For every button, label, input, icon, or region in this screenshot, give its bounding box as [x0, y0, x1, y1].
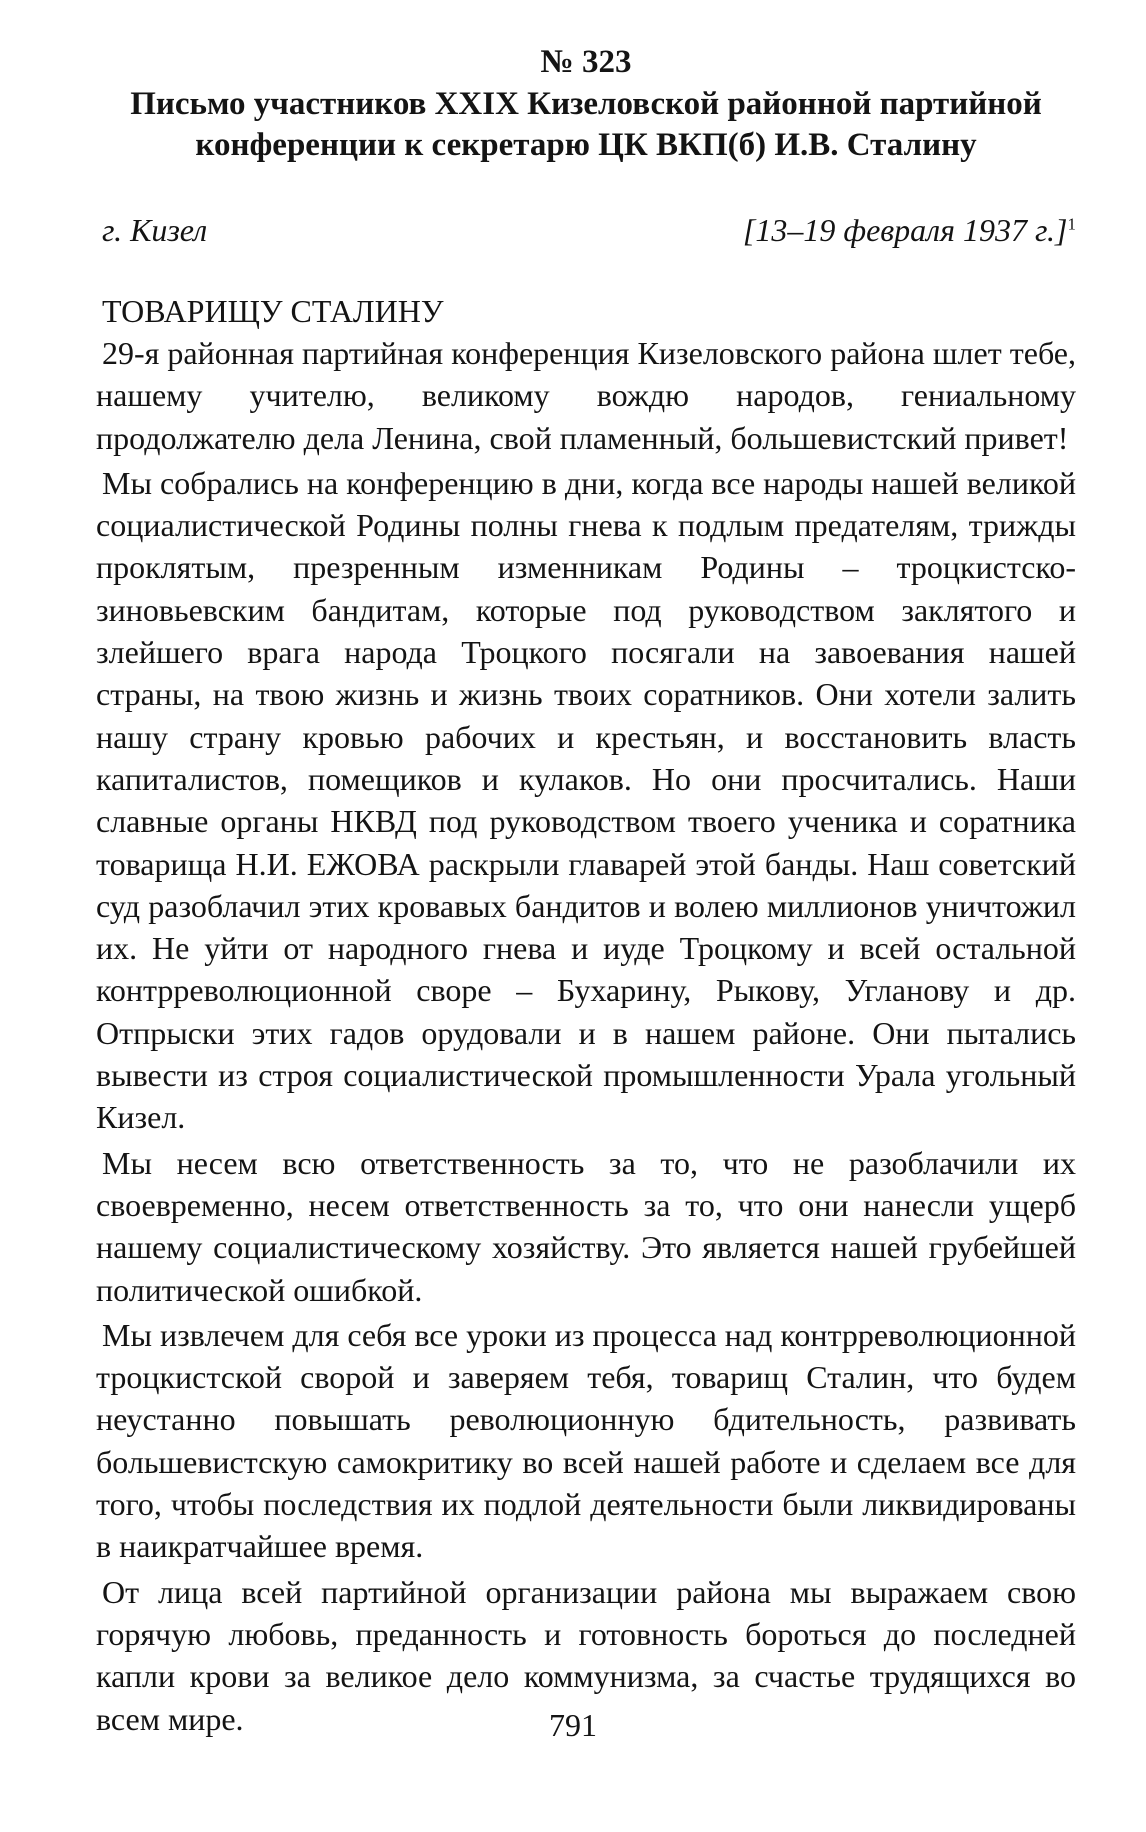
document-title — [96, 84, 1076, 166]
date-footnote-marker: 1 — [1067, 214, 1076, 234]
paragraph-5: От лица всей партийной организации района мы выражаем свою горячую любовь, преданность и готовность бороться до последней капли крови за великое дело коммунизма, за счастье трудящихся во всем мире. — [96, 1573, 1076, 1737]
document-meta — [96, 210, 1076, 250]
document-title-line-2: конференции к секретарю ЦК ВКП(б) И.В. Сталину — [195, 127, 977, 163]
salutation: ТОВАРИЩУ СТАЛИНУ — [102, 293, 444, 329]
page-number: 791 — [549, 1707, 597, 1743]
document-date: [13–19 февраля 1937 г.] — [742, 212, 1068, 248]
paragraph-3: Мы несем всю ответственность за то, что не разоблачили их своевременно, несем ответственность за то, что они нанесли ущерб нашему социалистическому хозяйству. Это является нашей грубейшей политической ошибкой. — [96, 1144, 1076, 1308]
document-date-wrap — [743, 210, 1076, 250]
document-page — [96, 42, 1076, 1743]
document-title-line-1: Письмо участников XXIX Кизеловской районной партийной — [130, 86, 1042, 122]
document-number: № 323 — [540, 44, 632, 80]
paragraph-4: Мы извлечем для себя все уроки из процесса над контрреволюционной троцкистской сворой и заверяем тебя, товарищ Сталин, что будем неустанно повышать революционную бдительность, развивать большевистскую самокритику во всей нашей работе и сделаем все для того, чтобы последствия их подлой деятельности были ликвидированы в наикратчайшее время. — [96, 1316, 1076, 1565]
document-place: г. Кизел — [102, 212, 208, 248]
paragraph-1: 29-я районная партийная конференция Кизеловского района шлет тебе, нашему учителю, великому вождю народов, гениальному продолжателю дела Ленина, свой пламенный, большевистский привет! — [96, 335, 1076, 456]
paragraph-2: Мы собрались на конференцию в дни, когда все народы нашей великой социалистической Родины полны гнева к подлым предателям, трижды проклятым, презренным изменникам Родины – троцкистско-зиновьевским бандитам, которые под руководством заклятого и злейшего врага народа Троцкого посягали на завоевания нашей страны, на твою жизнь и жизнь твоих соратников. Они хотели залить нашу страну кровью рабочих и крестьян, и восстановить власть капиталистов, помещиков и кулаков. Но они просчитались. Наши славные органы НКВД под руководством твоего ученика и соратника товарища Н.И. ЕЖОВА раскрыли главарей этой банды. Наш советский суд разоблачил этих кровавых бандитов и волею миллионов уничтожил их. Не уйти от народного гнева и иуде Троцкому и всей остальной контрреволюционной своре – Бухарину, Рыкову, Угланову и др. Отпрыски этих гадов орудовали и в нашем районе. Они пытались вывести из строя социалистической промышленности Урала угольный Кизел. — [96, 464, 1076, 1136]
